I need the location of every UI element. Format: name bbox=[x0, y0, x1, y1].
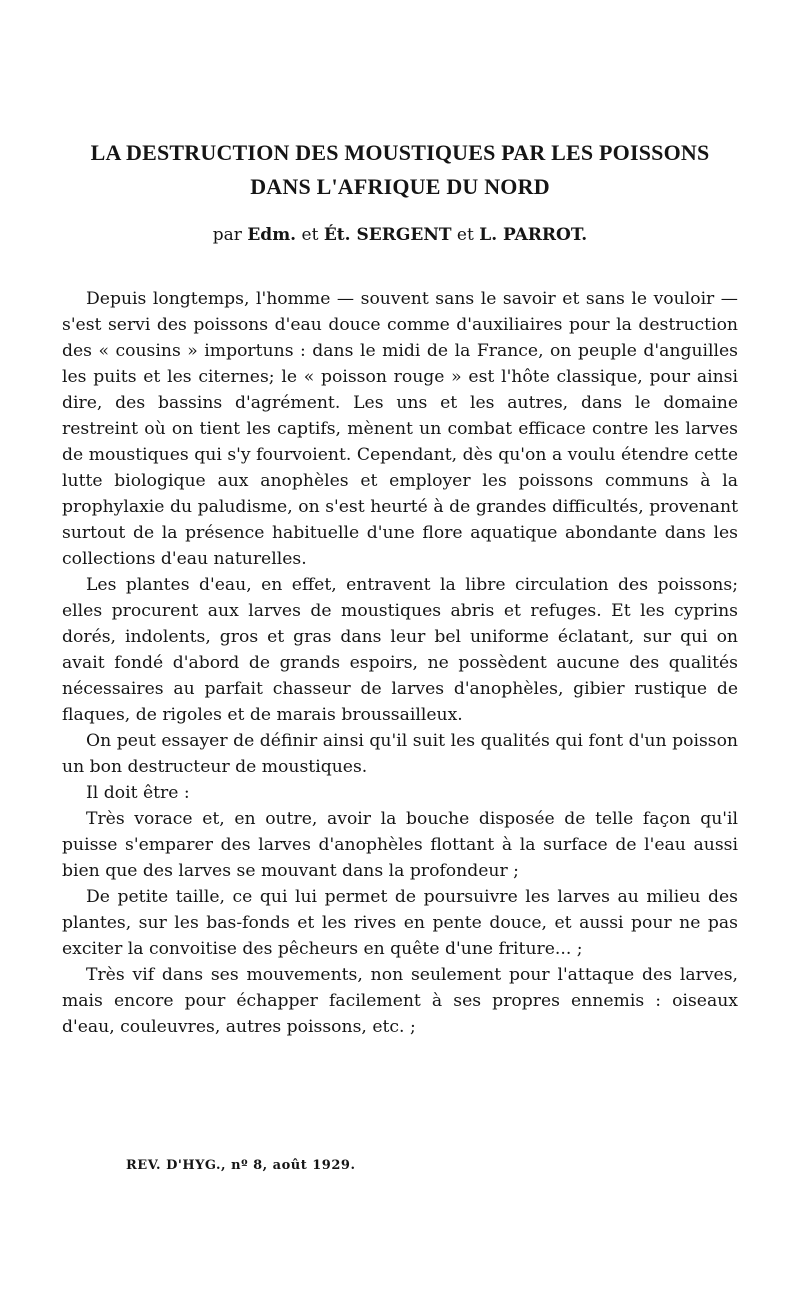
paragraph: De petite taille, ce qui lui permet de poursuivre les larves au milieu des plantes, sur les bas-fonds et les rives en pente douce, et aussi pour ne pas exciter la convoitise des pêcheurs en quête d'une friture... ; bbox=[62, 887, 738, 959]
byline-prefix: par bbox=[212, 225, 242, 245]
article-body bbox=[62, 286, 738, 1040]
paragraph: Très vorace et, en outre, avoir la bouche disposée de telle façon qu'il puisse s'emparer des larves d'anophèles flottant à la surface de l'eau aussi bien que des larves se mouvant dans la profondeur ; bbox=[62, 809, 738, 881]
paragraph: Les plantes d'eau, en effet, entravent la libre circulation des poissons; elles procurent aux larves de moustiques abris et refuges. Et les cyprins dorés, indolents, gros et gras dans leur bel uniforme éclatant, sur qui on avait fondé d'abord de grands espoirs, ne possèdent aucune des qualités nécessaires au parfait chasseur de larves d'anophèles, gibier rustique de flaques, de rigoles et de marais broussailleux. bbox=[62, 575, 738, 725]
byline-conjunction-2: et bbox=[456, 225, 474, 245]
journal-footer: REV. D'HYG., nº 8, août 1929. bbox=[126, 1158, 356, 1173]
paragraph: Depuis longtemps, l'homme — souvent sans le savoir et sans le vouloir — s'est servi des poissons d'eau douce comme d'auxiliaires pour la destruction des « cousins » importuns : dans le midi de la France, on peuple d'anguilles les puits et les citernes; le « poisson rouge » est l'hôte classique, pour ainsi dire, des bassins d'agrément. Les uns et les autres, dans le domaine restreint où on tient les captifs, mènent un combat efficace contre les larves de moustiques qui s'y fourvoient. Cependant, dès qu'on a voulu étendre cette lutte biologique aux anophèles et employer les poissons communs à la prophylaxie du paludisme, on s'est heurté à de grandes difficultés, provenant surtout de la présence habituelle d'une flore aquatique abondante dans les collections d'eau naturelles. bbox=[62, 289, 738, 569]
author-2: Ét. SERGENT bbox=[323, 225, 452, 245]
byline-conjunction-1: et bbox=[301, 225, 319, 245]
paragraph: Il doit être : bbox=[86, 783, 190, 803]
author-1: Edm. bbox=[247, 225, 297, 245]
article-title-line-2: DANS L'AFRIQUE DU NORD bbox=[250, 174, 550, 199]
paragraph: On peut essayer de définir ainsi qu'il suit les qualités qui font d'un poisson un bon destructeur de moustiques. bbox=[62, 731, 738, 777]
paragraph: Très vif dans ses mouvements, non seulement pour l'attaque des larves, mais encore pour échapper facilement à ses propres ennemis : oiseaux d'eau, couleuvres, autres poissons, etc. ; bbox=[62, 965, 738, 1037]
author-3: L. PARROT. bbox=[479, 225, 588, 245]
article-title-line-1: LA DESTRUCTION DES MOUSTIQUES PAR LES POISSONS bbox=[90, 140, 710, 165]
author-byline bbox=[0, 225, 800, 245]
